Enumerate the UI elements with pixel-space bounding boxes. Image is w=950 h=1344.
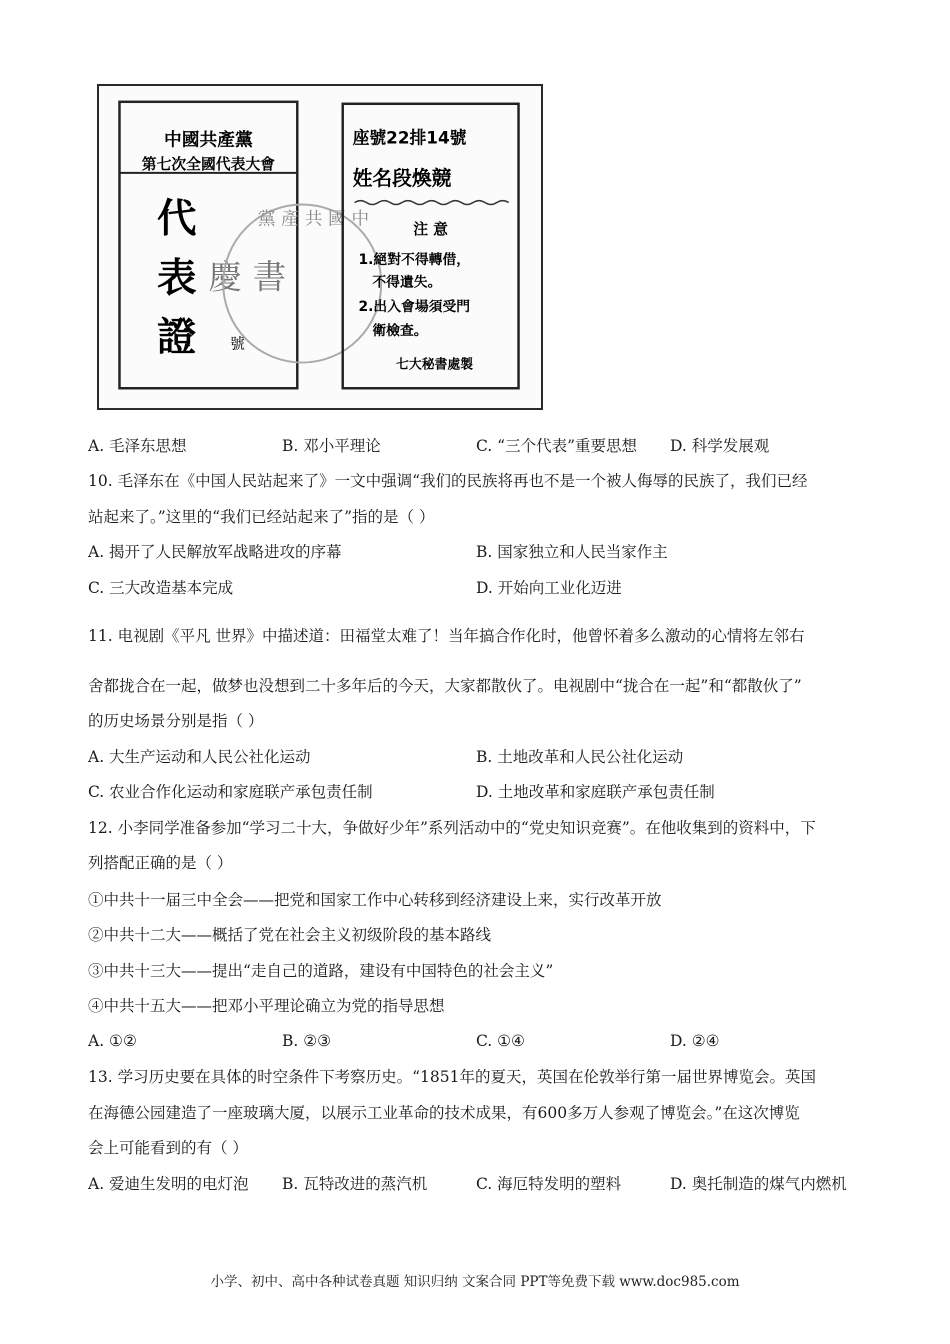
q13-option-c: C. 海厄特发明的塑料 <box>476 1175 622 1193</box>
q13-option-d: D. 奥托制造的煤气内燃机 <box>670 1175 847 1193</box>
q11-option-a: A. 大生产运动和人民公社化运动 <box>88 748 311 766</box>
wavy-divider <box>355 201 509 205</box>
q11-option-d: D. 土地改革和家庭联产承包责任制 <box>476 783 715 801</box>
q11-stem-line-2: 舍都拢合在一起，做梦也没想到二十多年后的今天，大家都散伙了。电视剧中“拢合在一起”和“都散伙了” <box>88 677 802 695</box>
left-card-char-2: 表 <box>157 255 197 302</box>
rule-line-3: 2.出入會場須受門 <box>358 299 471 316</box>
right-card-name: 姓名段煥競 <box>352 166 452 190</box>
q12-item-3: ③中共十三大——提出“走自己的道路，建设有中国特色的社会主义” <box>88 962 554 980</box>
q12-item-1: ①中共十一届三中全会——把党和国家工作中心转移到经济建设上来，实行改革开放 <box>88 891 662 909</box>
q12-option-a: A. ①② <box>88 1032 137 1050</box>
q10-option-c: C. 三大改造基本完成 <box>88 579 234 597</box>
q9-option-a: A. 毛泽东思想 <box>88 437 187 455</box>
q13-stem-line-2: 在海德公园建造了一座玻璃大厦，以展示工业革命的技术成果，有600多万人参观了博览会。”在这次博览 <box>88 1104 800 1122</box>
right-card-issuer: 七大秘書處製 <box>396 357 474 373</box>
q13-option-a: A. 爱迪生发明的电灯泡 <box>88 1175 249 1193</box>
q12-option-b: B. ②③ <box>282 1032 332 1050</box>
q11-stem-line-1: 11. 电视剧《平凡 世界》中描述道：田福堂太难了！当年搞合作化时，他曾怀着多么激动的心情将左邻右 <box>88 627 805 645</box>
delegate-card-drawing <box>99 86 541 408</box>
q11-stem-line-3: 的历史场景分别是指（ ） <box>88 712 264 730</box>
q11-option-c: C. 农业合作化运动和家庭联产承包责任制 <box>88 783 373 801</box>
left-card-char-1: 代 <box>157 196 197 243</box>
rule-line-1: 1.絕對不得轉借， <box>358 251 471 268</box>
q10-option-a: A. 揭开了人民解放军战略进攻的序幕 <box>88 543 342 561</box>
q12-option-d: D. ②④ <box>670 1032 720 1050</box>
page-footer: 小学、初中、高中各种试卷真题 知识归纳 文案合同 PPT等免费下载 www.doc985.com <box>210 1274 740 1290</box>
q13-option-b: B. 瓦特改进的蒸汽机 <box>282 1175 428 1193</box>
seal-text: 黨 產 共 國 中 <box>257 209 370 230</box>
q9-option-c: C. “三个代表”重要思想 <box>476 437 638 455</box>
delegate-card-image <box>97 84 543 410</box>
left-card-number-label: 號 <box>230 335 245 353</box>
rule-line-4: 衛檢查。 <box>372 322 428 339</box>
stamp-overlay-chars: 慶 書 <box>208 257 287 297</box>
q13-stem-line-1: 13. 学习历史要在具体的时空条件下考察历史。“1851年的夏天，英国在伦敦举行第一届世界博览会。英国 <box>88 1068 816 1086</box>
left-card-header2: 第七次全國代表大會 <box>141 155 275 173</box>
q11-option-b: B. 土地改革和人民公社化运动 <box>476 748 684 766</box>
left-card-char-3: 證 <box>157 314 197 361</box>
q9-option-d: D. 科学发展观 <box>670 437 770 455</box>
q12-item-2: ②中共十二大——概括了党在社会主义初级阶段的基本路线 <box>88 926 492 944</box>
q12-stem-line-1: 12. 小李同学准备参加“学习二十大，争做好少年”系列活动中的“党史知识竞赛”。在他收集到的资料中，下 <box>88 819 816 837</box>
q12-item-4: ④中共十五大——把邓小平理论确立为党的指导思想 <box>88 997 445 1015</box>
q9-option-b: B. 邓小平理论 <box>282 437 381 455</box>
q13-stem-line-3: 会上可能看到的有（ ） <box>88 1139 248 1157</box>
right-card-seat: 座號22排14號 <box>352 127 467 148</box>
rule-line-2: 不得遺失。 <box>372 274 442 291</box>
q10-stem-line-1: 10. 毛泽东在《中国人民站起来了》一文中强调“我们的民族将再也不是一个被人侮辱的民族了，我们已经 <box>88 472 808 490</box>
q10-option-d: D. 开始向工业化迈进 <box>476 579 622 597</box>
q12-stem-line-2: 列搭配正确的是（ ） <box>88 854 233 872</box>
q12-option-c: C. ①④ <box>476 1032 525 1050</box>
q10-option-b: B. 国家独立和人民当家作主 <box>476 543 668 561</box>
right-card-notice-title: 注 意 <box>413 221 449 239</box>
left-card-header1: 中國共產黨 <box>163 130 253 151</box>
q10-stem-line-2: 站起来了。”这里的“我们已经站起来了”指的是（ ） <box>88 508 435 526</box>
